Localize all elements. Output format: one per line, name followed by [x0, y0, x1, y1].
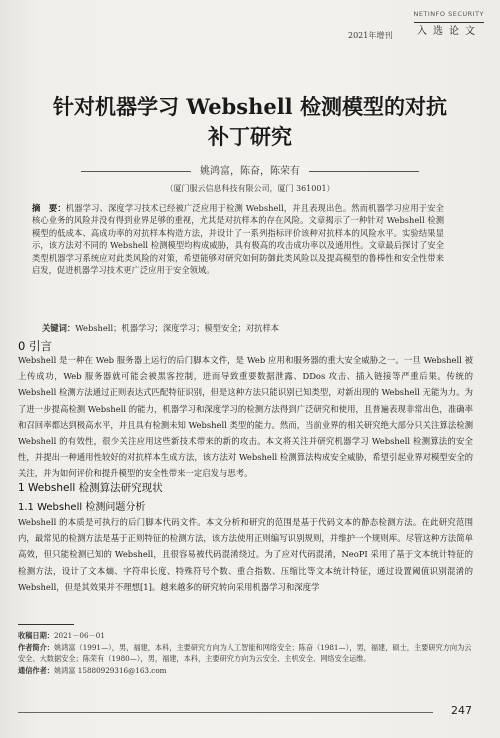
bio-label: 作者简介：: [18, 642, 54, 652]
affiliation: （厦门服云信息科技有限公司，厦门 361001）: [165, 184, 335, 193]
page-rule: [18, 712, 433, 713]
author-bio: [18, 642, 478, 665]
subsection-heading: 1.1 Webshell 检测问题分析: [18, 502, 146, 513]
received-date: [18, 630, 478, 642]
contact-label: 通信作者：: [18, 665, 54, 675]
intro-paragraph: Webshell 是一种在 Web 服务器上运行的后门脚本文件，是 Web 应用和服务器的重大安全威胁之一。一旦 Webshell 被上传成功，Web 服务器就可能会被黑客控制，进而导致重要数据泄露、DDos 攻击、插入链接等严重后果。传统的 Webshell 检测方法通过正则表达式匹配特征识别，但是这种方法只能识别已知类型，对新出现的 Webshell 无能为力。为了进一步提高检测 Webshell 的能力，机器学习和深度学习的检测方法得到广泛研究和使用，且普遍表现非常出色，准确率和召回率都达到极高水平，并且具有检测未知 Webshell 类型的能力。然而，当前业界的相关研究绝大部分只关注算法检测 Webshell 的有效性，很少关注应用这些新技术带来的新的攻击。本文将关注并研究机器学习 Webshell 检测算法的安全性，并提出一种通用性较好的对抗样本生成方法，该方法对 Webshell 检测算法构成安全威胁，希望引起业界对模型安全的关注，并为如何评价和提升模型的安全性带来一定启发与思考。: [18, 355, 473, 479]
footnote-rule: [18, 624, 74, 625]
keywords-text: Webshell；机器学习；深度学习；模型安全；对抗样本: [75, 323, 280, 333]
footnote: [18, 630, 478, 676]
received-value: 2021－06－01: [53, 631, 105, 640]
issue-label: 2021年增刊: [348, 31, 393, 40]
authors: 姚鸿富，陈奋，陈荣有: [200, 166, 300, 177]
abstract-text: 机器学习、深度学习技术已经被广泛应用于检测 Webshell，并且表现出色。然而机器学习应用于安全核心业务的风险并没有得到业界足够的重视，尤其是对抗样本的存在风险。文章揭示了一种针对 Webshell 检测模型的低成本、高成功率的对抗样本构造方法，并设计了一系列指标评价该种对抗样本的风险水平。实验结果显示，该方法对不同的 Webshell 检测模型均构成威胁，具有极高的攻击成功率以及通用性。文章最后探讨了安全类型机器学习系统应对此类风险的对策，希望能够对研究如何防御此类风险以及提高模型的鲁棒性和安全性带来启发，促进机器学习技术更广泛应用于安全领域。: [32, 203, 444, 276]
bio-value: 姚鸿富（1991—），男，福建，本科，主要研究方向为人工智能和网络安全；陈奋（1981—），男，福建，硕士，主要研究方向为云安全、大数据安全；陈荣有（1980—），男，福建，本科，主要研究方向为云安全、主机安全、网络安全运维。: [18, 642, 472, 663]
column-label: 入选论文: [414, 22, 484, 41]
keywords-label: 关键词：: [42, 323, 76, 333]
journal-brand: NETINFO SECURITY: [413, 10, 484, 18]
running-head: [344, 10, 484, 40]
article-title: [30, 92, 470, 152]
status-paragraph: Webshell 的本质是可执行的后门脚本代码文件。本文分析和研究的范围是基于代码文本的静态检测方法。在此研究范围内，最常见的检测方法是基于正则特征的检测方法，该方法使用正则编写识别规则，并维护一个规则库。尽管这种方法简单高效，但只能检测已知的 Webshell，且很容易被代码混淆绕过。为了应对代码混淆，NeoPI 采用了基于文本统计特征的检测方法，设计了文本熵、字符串长度、特殊符号个数、重合指数、压缩比等文本统计特征，通过设置阈值识别混淆的 Webshell，但是其效果并不理想[1]。越来越多的研究转向采用机器学习和深度学: [18, 517, 473, 592]
keywords: [42, 322, 442, 334]
author-rule-left: [81, 171, 191, 172]
page-number: 247: [451, 704, 472, 717]
contact-value: 姚鸿富 15880929316@163.com: [53, 665, 167, 675]
received-label: 收稿日期：: [18, 631, 54, 640]
title-line-1: 针对机器学习 Webshell 检测模型的对抗: [53, 94, 447, 119]
title-line-2: 补丁研究: [208, 124, 292, 149]
contact: [18, 665, 478, 677]
abstract: [32, 202, 444, 276]
author-rule-right: [309, 171, 419, 172]
section-heading-status: 1 Webshell 检测算法研究现状: [18, 482, 163, 494]
authors-line: [0, 162, 500, 177]
abstract-label: 摘 要：: [32, 203, 66, 213]
section-heading-intro: 0 引言: [18, 339, 52, 353]
